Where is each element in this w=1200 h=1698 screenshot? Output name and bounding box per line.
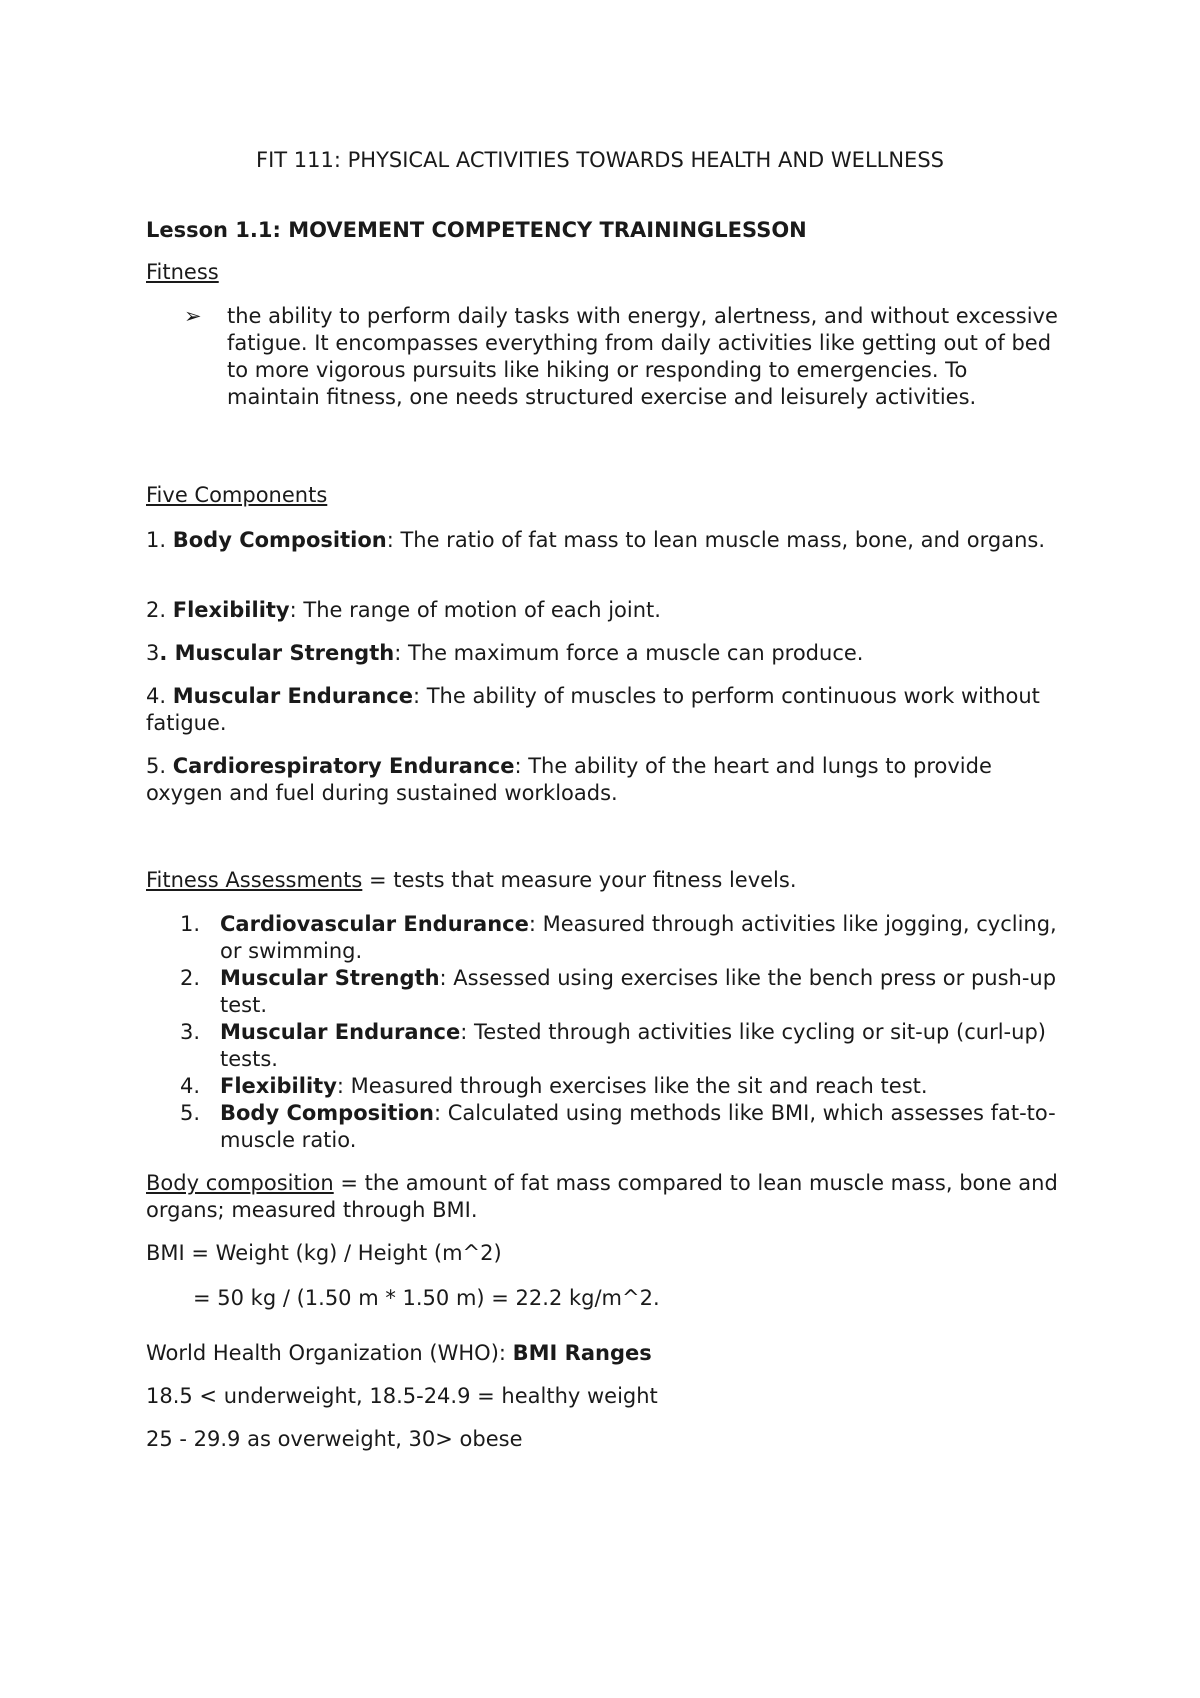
list-number: 4. — [180, 1074, 201, 1098]
fitness-heading-text: Fitness — [146, 260, 219, 284]
component-term: Body Composition — [172, 528, 387, 552]
assessment-list — [180, 911, 1060, 1154]
who-bmi-ranges-heading — [146, 1340, 1066, 1367]
component-number: 5. — [146, 754, 167, 778]
bmi-range-line-2: 25 - 29.9 as overweight, 30> obese — [146, 1427, 523, 1451]
assessment-term: Cardiovascular Endurance — [220, 912, 529, 936]
assessments-heading-text: Fitness Assessments — [146, 868, 363, 892]
component-term: Muscular Endurance — [172, 684, 413, 708]
assessment-desc: : Calculated using methods like BMI, which assesses fat-to-muscle ratio. — [220, 1101, 1056, 1152]
assessments-heading-tail: = tests that measure your fitness levels. — [362, 868, 797, 892]
component-desc: : The range of motion of each joint. — [289, 598, 661, 622]
bmi-range-line-1: 18.5 < underweight, 18.5-24.9 = healthy weight — [146, 1384, 658, 1408]
fitness-definition — [184, 303, 1064, 411]
list-item — [180, 965, 1060, 1019]
component-number: 3 — [146, 641, 160, 665]
list-item — [180, 1100, 1060, 1154]
document-title: FIT 111: PHYSICAL ACTIVITIES TOWARDS HEALTH AND WELLNESS — [256, 148, 944, 172]
assessment-term: Muscular Endurance — [220, 1020, 461, 1044]
components-heading-text: Five Components — [146, 483, 328, 507]
component-number: 2. — [146, 598, 167, 622]
component-item — [146, 527, 1066, 554]
components-heading — [146, 482, 1066, 509]
component-term: Cardiorespiratory Endurance — [172, 754, 515, 778]
assessments-heading — [146, 867, 1066, 894]
component-number: 4. — [146, 684, 167, 708]
bmi-example: = 50 kg / (1.50 m * 1.50 m) = 22.2 kg/m^2. — [193, 1286, 660, 1310]
assessment-term: Flexibility — [220, 1074, 337, 1098]
list-item — [180, 911, 1060, 965]
bmi-formula: BMI = Weight (kg) / Height (m^2) — [146, 1241, 502, 1265]
fitness-heading — [146, 259, 1066, 286]
list-number: 2. — [180, 966, 201, 990]
list-item — [180, 1073, 1060, 1100]
component-item — [146, 640, 1066, 667]
who-prefix: World Health Organization (WHO): — [146, 1341, 513, 1365]
assessment-term: Body Composition — [220, 1101, 434, 1125]
list-item — [180, 1019, 1060, 1073]
list-number: 5. — [180, 1101, 201, 1125]
component-desc: : The ability of the heart and lungs to provide oxygen and fuel during sustained workloads. — [146, 754, 992, 805]
component-desc: : The ratio of fat mass to lean muscle mass, bone, and organs. — [386, 528, 1046, 552]
component-desc: : The maximum force a muscle can produce. — [394, 641, 864, 665]
assessment-desc: : Assessed using exercises like the bench press or push-up test. — [220, 966, 1057, 1017]
lesson-heading: Lesson 1.1: MOVEMENT COMPETENCY TRAININGLESSON — [146, 218, 807, 242]
component-number: 1. — [146, 528, 167, 552]
assessment-desc: : Measured through activities like jogging, cycling, or swimming. — [220, 912, 1057, 963]
component-item — [146, 683, 1066, 737]
assessment-term: Muscular Strength — [220, 966, 440, 990]
body-composition-heading: Body composition — [146, 1171, 334, 1195]
assessment-desc: : Tested through activities like cycling or sit-up (curl-up) tests. — [220, 1020, 1046, 1071]
fitness-definition-text: the ability to perform daily tasks with energy, alertness, and without excessive fatigue. It encompasses everything from daily activities like getting out of bed to more vigorous pursuits like hiking or responding to emergencies. To maintain fitness, one needs structured exercise and leisurely activities. — [227, 304, 1058, 409]
list-number: 3. — [180, 1020, 201, 1044]
component-term: Flexibility — [172, 598, 290, 622]
assessment-desc: : Measured through exercises like the sit and reach test. — [336, 1074, 928, 1098]
body-composition-definition — [146, 1170, 1066, 1224]
component-term: . Muscular Strength — [159, 641, 395, 665]
who-bold-label: BMI Ranges — [512, 1341, 652, 1365]
component-item — [146, 753, 1066, 807]
list-number: 1. — [180, 912, 201, 936]
arrow-bullet-icon: ➢ — [184, 304, 202, 328]
component-item — [146, 597, 1066, 624]
component-desc: : The ability of muscles to perform continuous work without fatigue. — [146, 684, 1040, 735]
body-composition-tail: = the amount of fat mass compared to lean muscle mass, bone and organs; measured through BMI. — [146, 1171, 1058, 1222]
